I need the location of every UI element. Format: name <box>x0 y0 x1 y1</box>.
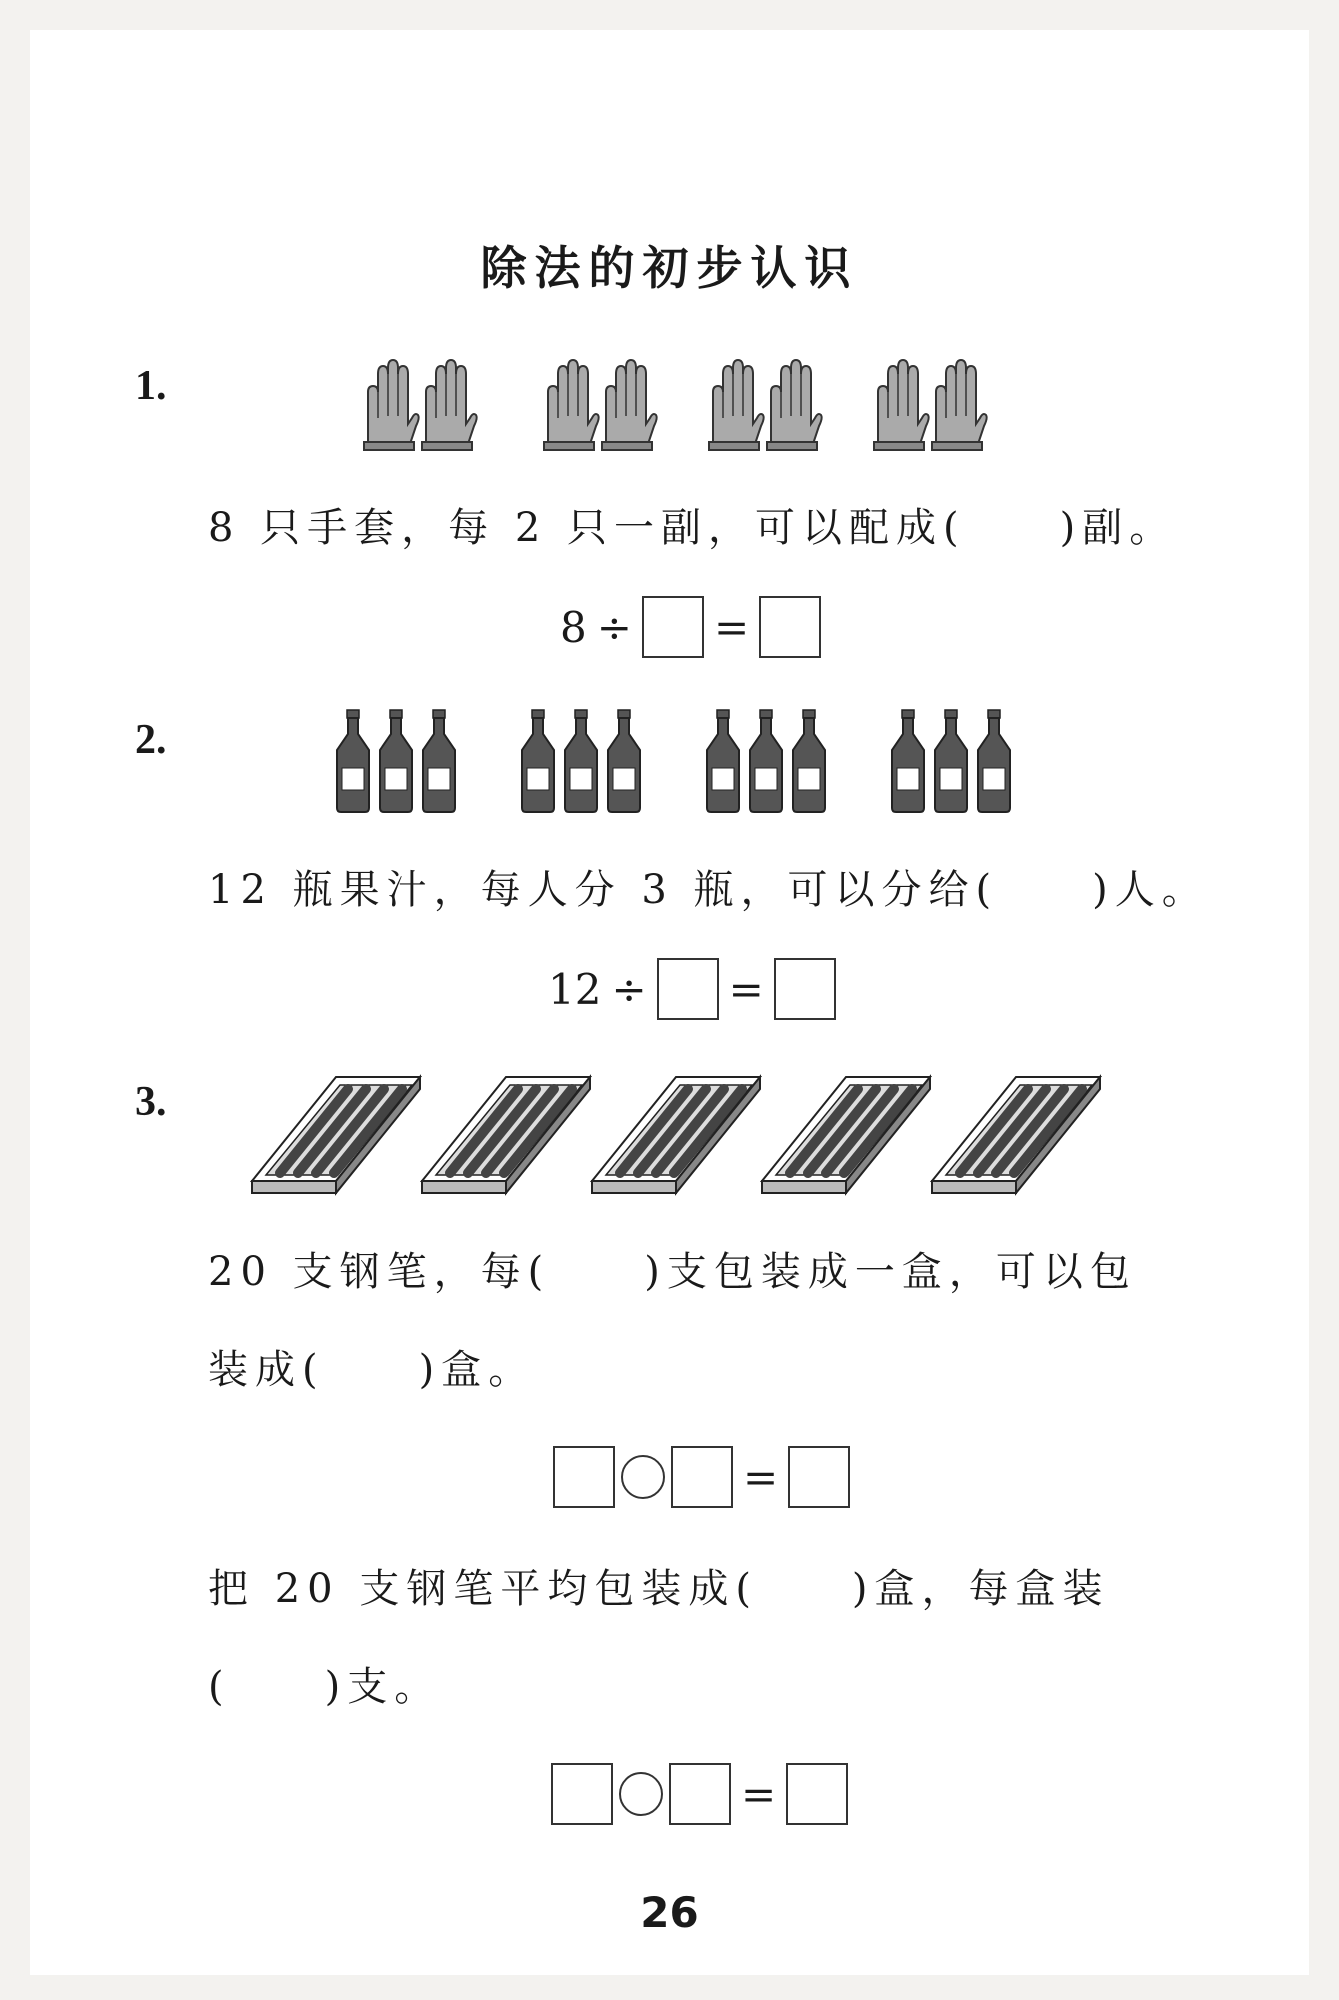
question-3-text-line-3: 把 20 支钢笔平均包装成( )盒，每盒装 <box>208 1566 1110 1612</box>
operator-circle[interactable] <box>621 1455 665 1499</box>
pen-boxes-picture <box>252 1073 1102 1198</box>
pen-box-1 <box>252 1077 420 1193</box>
bottle-group-4 <box>892 710 1010 812</box>
answer-box[interactable] <box>553 1446 615 1508</box>
pen-box-2 <box>422 1077 590 1193</box>
operator-circle[interactable] <box>619 1772 663 1816</box>
bottle-group-1 <box>337 710 455 812</box>
answer-box[interactable] <box>759 596 821 658</box>
question-2-equation <box>548 958 836 1020</box>
dividend: 12 <box>548 964 602 1014</box>
bottle-group-2 <box>522 710 640 812</box>
question-number-1: 1. <box>135 363 167 409</box>
question-3-text-line-1: 20 支钢笔，每( )支包装成一盒，可以包 <box>208 1249 1137 1295</box>
answer-box[interactable] <box>642 596 704 658</box>
page-number: 26 <box>640 1888 699 1937</box>
question-3-equation-2 <box>551 1763 848 1825</box>
pen-box-3 <box>592 1077 760 1193</box>
page-title: 除法的初步认识 <box>480 241 859 295</box>
question-2-text: 12 瓶果汁，每人分 3 瓶，可以分给( )人。 <box>208 867 1209 913</box>
answer-box[interactable] <box>551 1763 613 1825</box>
pen-box-5 <box>932 1077 1100 1193</box>
answer-box[interactable] <box>786 1763 848 1825</box>
question-number-3: 3. <box>135 1079 167 1125</box>
juice-bottles-picture <box>335 710 1035 814</box>
equals-sign: = <box>713 602 750 652</box>
glove-pair-1 <box>364 360 477 450</box>
glove-pair-2 <box>544 360 657 450</box>
answer-box[interactable] <box>788 1446 850 1508</box>
pen-box-4 <box>762 1077 930 1193</box>
question-3-text-line-4: ( )支。 <box>208 1664 442 1710</box>
question-1-text: 8 只手套，每 2 只一副，可以配成( )副。 <box>208 505 1177 551</box>
question-number-2: 2. <box>135 717 167 763</box>
glove-pair-3 <box>709 360 822 450</box>
answer-box[interactable] <box>669 1763 731 1825</box>
question-3-equation-1 <box>553 1446 850 1508</box>
answer-box[interactable] <box>774 958 836 1020</box>
gloves-picture <box>360 358 1000 458</box>
equals-sign: = <box>743 1452 779 1502</box>
glove-pair-4 <box>874 360 987 450</box>
answer-box[interactable] <box>657 958 719 1020</box>
bottle-group-3 <box>707 710 825 812</box>
divide-sign: ÷ <box>611 964 647 1014</box>
dividend: 8 <box>560 602 587 652</box>
equals-sign: = <box>741 1769 777 1819</box>
question-3-text-line-2: 装成( )盒。 <box>208 1347 536 1393</box>
answer-box[interactable] <box>671 1446 733 1508</box>
divide-sign: ÷ <box>596 602 632 652</box>
equals-sign: = <box>728 964 764 1014</box>
question-1-equation <box>560 596 821 658</box>
